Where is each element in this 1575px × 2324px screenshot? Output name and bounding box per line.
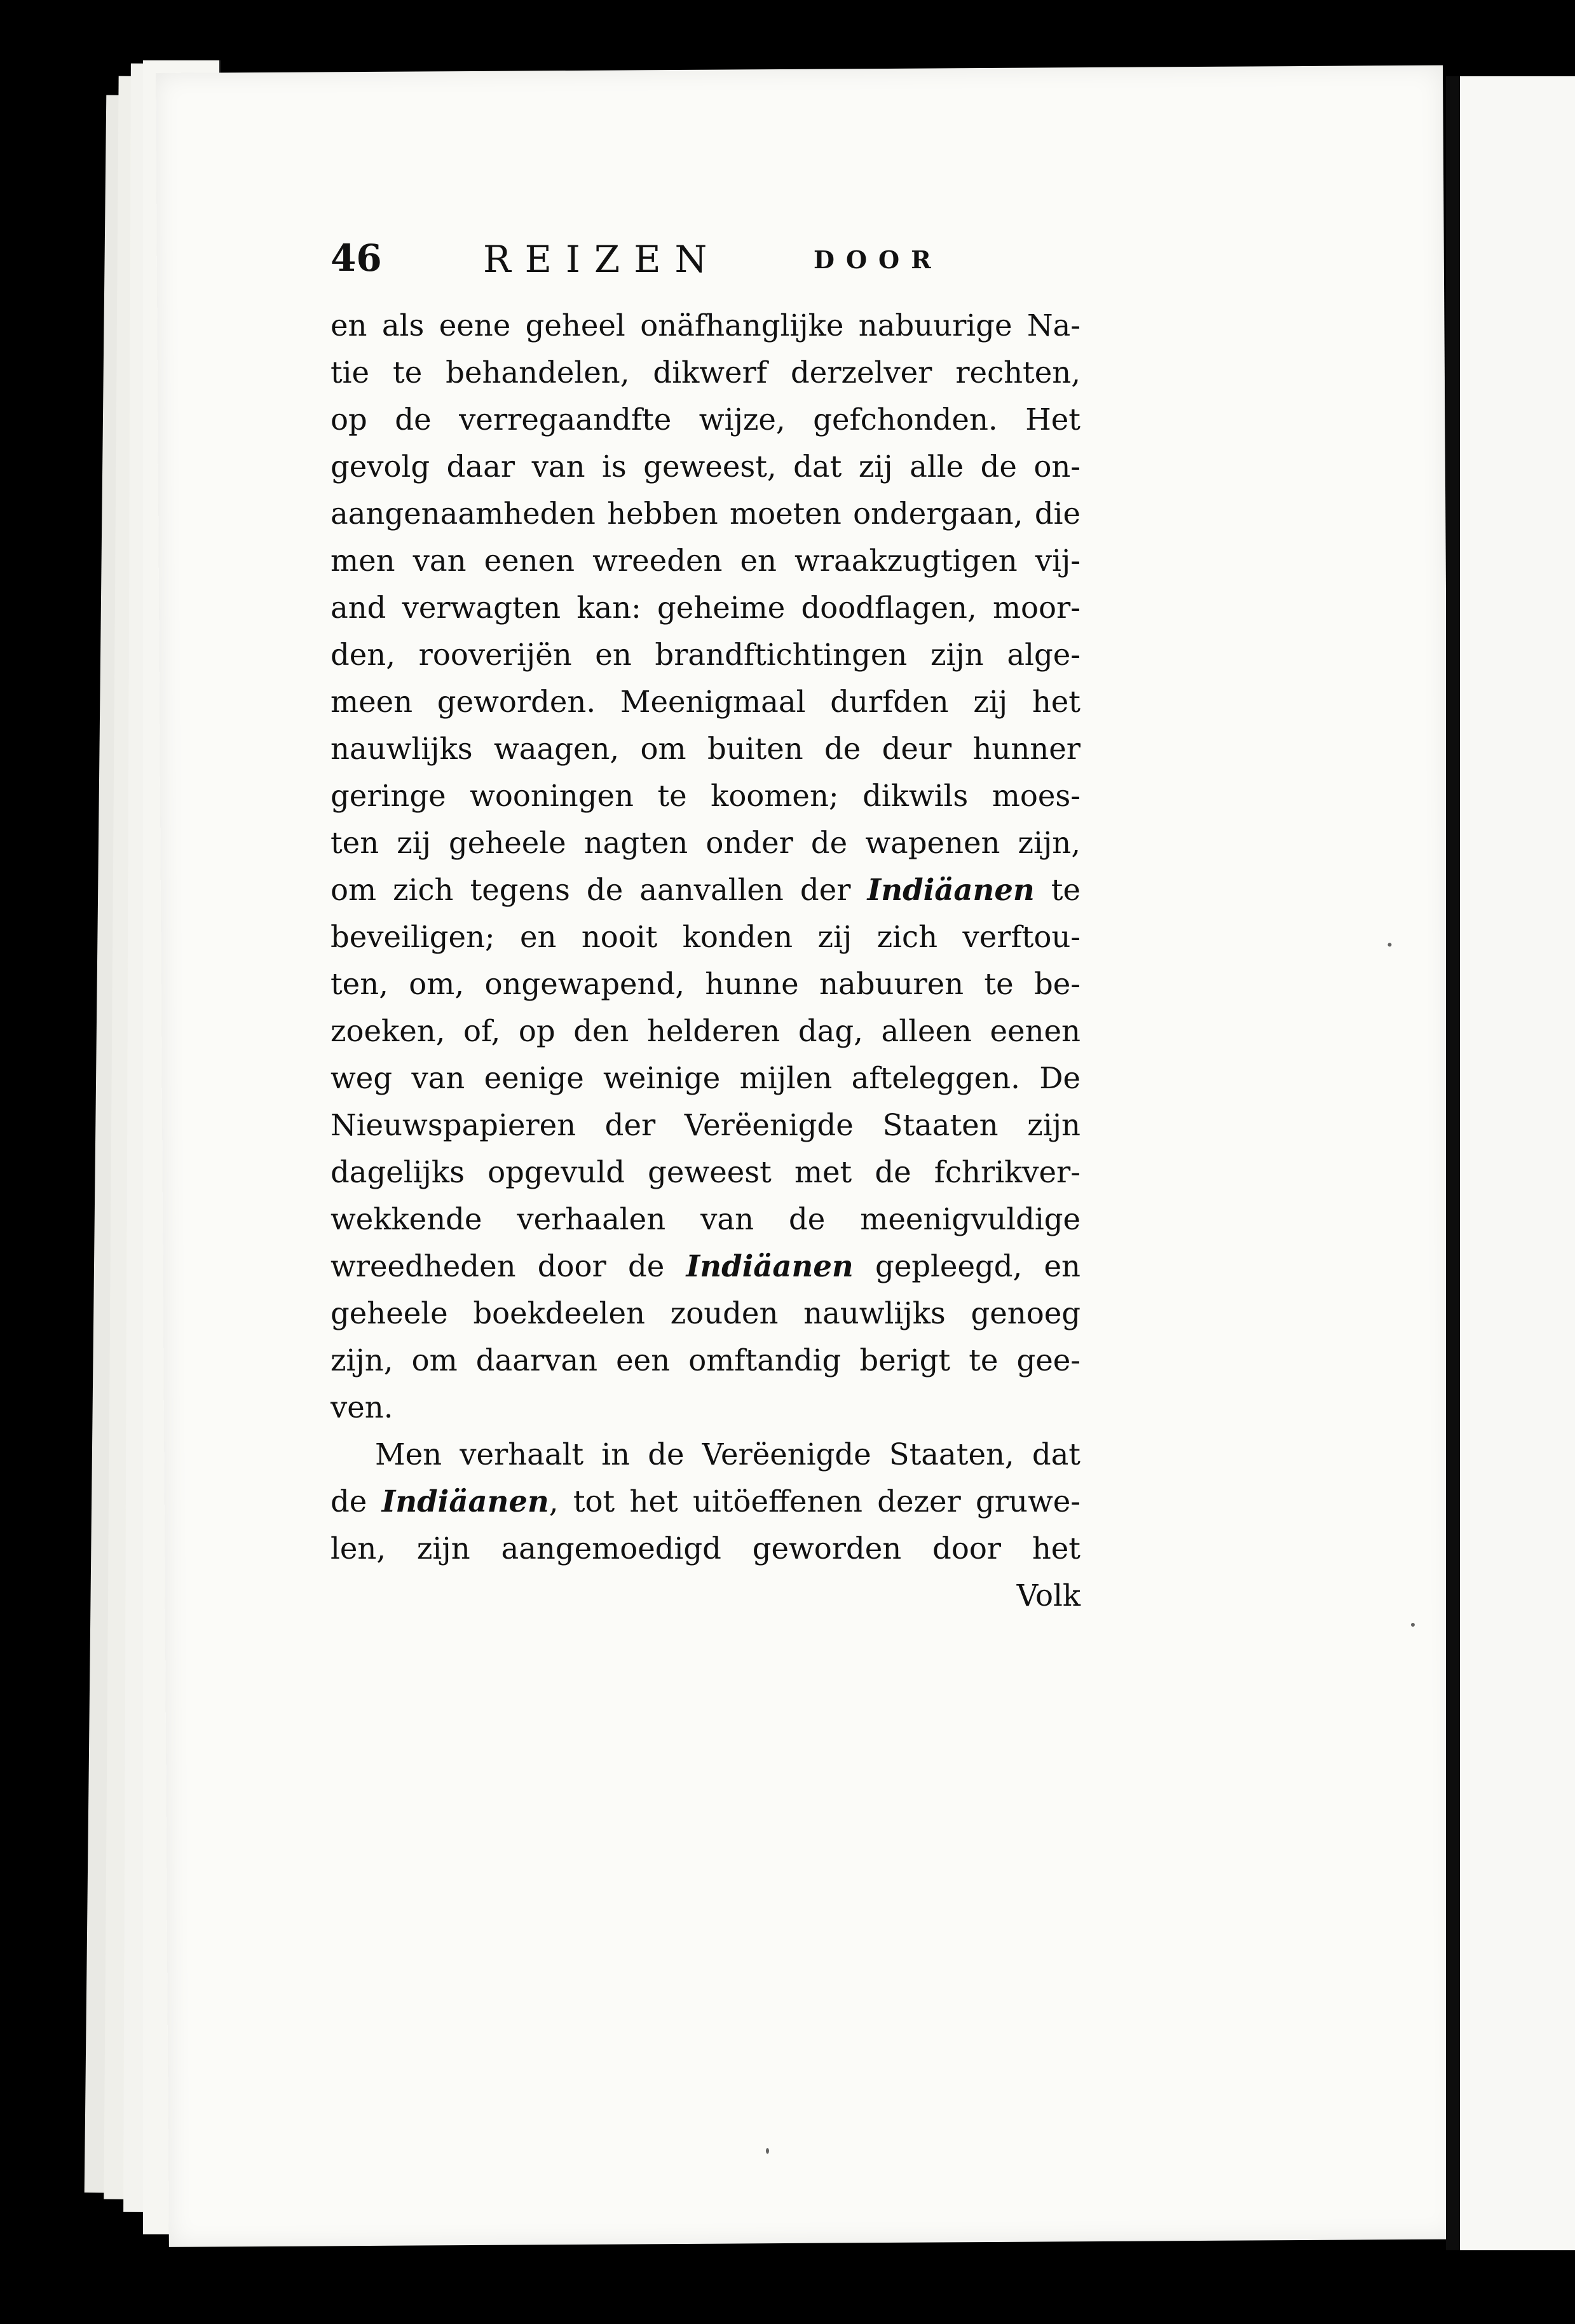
text-line: len, zijn aangemoedigd geworden door het (331, 1531, 1081, 1566)
text-segment: wreedheden door de (331, 1249, 665, 1283)
ink-speck (1388, 943, 1391, 947)
text-line: beveiligen; en nooit konden zij zich verftou- (331, 920, 1081, 954)
text-segment: te (1051, 873, 1081, 907)
text-line: op de verregaandfte wijze, gefchonden. Het (331, 402, 1081, 437)
ink-speck (1411, 1623, 1415, 1627)
running-head-continuation: DOOR (814, 245, 943, 274)
italic-term: Indiäanen (686, 1248, 854, 1283)
text-line: geringe wooningen te koomen; dikwils moes- (331, 779, 1081, 813)
text-line: Men verhaalt in de Verëenigde Staaten, dat (375, 1437, 1081, 1472)
text-line: zoeken, of, op den helderen dag, alleen eenen (331, 1014, 1081, 1048)
text-segment: gepleegd, en (875, 1249, 1081, 1283)
text-line: zijn, om daarvan een omftandig berigt te gee- (331, 1343, 1081, 1377)
text-line: Nieuwspapieren der Verëenigde Staaten zijn (331, 1108, 1081, 1142)
facing-page-edge (1446, 76, 1575, 2250)
text-line: dagelijks opgevuld geweest met de fchrikver- (331, 1155, 1081, 1189)
text-line: nauwlijks waagen, om buiten de deur hunner (331, 732, 1081, 766)
text-line: weg van eenige weinige mijlen afteleggen. De (331, 1061, 1081, 1095)
page-number: 46 (331, 236, 382, 280)
text-line: ten zij geheele nagten onder de wapenen zijn, (331, 826, 1081, 860)
italic-term: Indiäanen (381, 1484, 549, 1519)
text-line: geheele boekdeelen zouden nauwlijks genoeg (331, 1296, 1081, 1330)
ink-speck (766, 2148, 769, 2154)
text-line: ven. (331, 1390, 393, 1425)
text-segment: de (331, 1484, 367, 1519)
text-line: tie te behandelen, dikwerf derzelver rechten, (331, 355, 1081, 390)
text-line: men van eenen wreeden en wraakzugtigen vij- (331, 543, 1081, 578)
text-line: den, rooverijën en brandftichtingen zijn alge- (331, 638, 1081, 672)
text-segment: , tot het uitöeffenen dezer gruwe- (549, 1484, 1081, 1519)
text-line (331, 1478, 1081, 1525)
text-line (331, 1243, 1081, 1290)
text-line: aangenaamheden hebben moeten ondergaan, die (331, 496, 1081, 531)
text-line: ten, om, ongewapend, hunne nabuuren te be- (331, 967, 1081, 1001)
italic-term: Indiäanen (867, 872, 1035, 907)
page-header (331, 236, 1157, 306)
body-text (331, 302, 1081, 1619)
text-line: gevolg daar van is geweest, dat zij alle de on- (331, 449, 1081, 484)
text-line: wekkende verhaalen van de meenigvuldige (331, 1202, 1081, 1236)
catchword: Volk (1016, 1578, 1081, 1613)
text-line: meen geworden. Meenigmaal durfden zij het (331, 685, 1081, 719)
text-line: en als eene geheel onäfhanglijke nabuurige Na- (331, 308, 1081, 343)
text-segment: om zich tegens de aanvallen der (331, 873, 851, 907)
running-head: REIZEN (483, 238, 721, 281)
text-line (331, 866, 1081, 913)
text-line: and verwagten kan: geheime doodflagen, moor- (331, 591, 1081, 625)
